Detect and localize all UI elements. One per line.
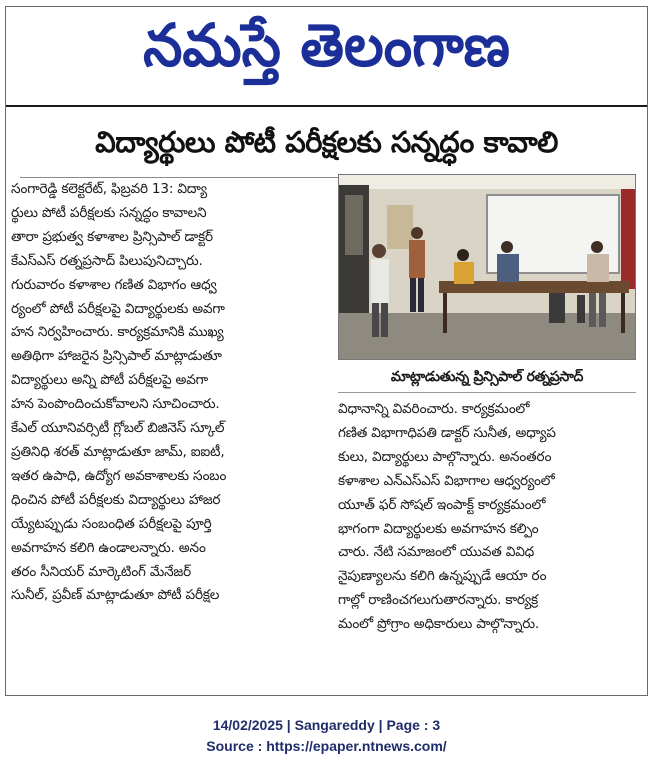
edition-meta: 14/02/2025 | Sangareddy | Page : 3 xyxy=(212,717,441,733)
caption-divider xyxy=(338,392,636,393)
article-line: అవగాహన కలిగి ఉండాలన్నారు. అనం xyxy=(11,539,206,556)
newspaper-logo: నమస్తే తెలంగాణ xyxy=(143,11,510,80)
article-photo xyxy=(338,174,636,360)
article-body-right xyxy=(338,398,634,637)
article-line: య్యేటప్పుడు సంబంధిత పరీక్షలపై పూర్తి xyxy=(11,515,212,532)
source-link[interactable]: Source : https://epaper.ntnews.com/ xyxy=(206,738,447,754)
article-line: నైపుణ్యాలను కలిగి ఉన్నప్పుడే ఆయా రం xyxy=(338,568,547,585)
article-line: కళాశాల ఎన్ఎస్ఎస్ విభాగాల ఆధ్వర్యంలో xyxy=(338,472,555,489)
article-line: ర్థులు పోటీ పరీక్షలకు సన్నద్ధం కావాలని xyxy=(11,204,207,221)
article-line: విద్యార్థులు అన్ని పోటీ పరీక్షలపై అవగా xyxy=(11,372,208,389)
article-line: అతిథిగా హాజరైన ప్రిన్సిపాల్ మాట్లాడుతూ xyxy=(11,348,222,365)
article-line: యూత్ ఫర్ సోషల్ ఇంపాక్ట్ కార్యక్రమంలో xyxy=(338,496,546,513)
article-line: ధించిన పోటీ పరీక్షలకు విద్యార్థులు హాజర xyxy=(11,491,221,508)
article-line: భాగంగా విద్యార్థులకు అవగాహన కల్పిం xyxy=(338,520,539,537)
classroom-photo-illustration xyxy=(339,175,636,360)
article-line: ఇతర ఉపాధి, ఉద్యోగ అవకాశాలకు సంబం xyxy=(11,467,227,484)
article-line: తారా ప్రభుత్వ కళాశాల ప్రిన్సిపాల్ డాక్టర్ xyxy=(11,228,213,245)
article-line: తరం సీనియర్ మార్కెటింగ్ మేనేజర్ xyxy=(11,563,192,580)
article-line: గురువారం కళాశాల గణిత విభాగం ఆధ్వ xyxy=(11,276,217,293)
article-line: కేఎల్ యూనివర్సిటీ గ్లోబల్ బిజినెస్ స్కూల్ xyxy=(11,420,225,437)
article-line: విధానాన్ని వివరించారు. కార్యక్రమంలో xyxy=(338,401,530,417)
article-line: మంలో ప్రోగ్రాం అధికారులు పాల్గొన్నారు. xyxy=(338,616,539,633)
footer xyxy=(0,715,653,757)
masthead xyxy=(6,7,647,99)
article-line: హన నిర్వహించారు. కార్యక్రమానికి ముఖ్య xyxy=(11,324,224,341)
article-line: ర్యంలో పోటీ పరీక్షలపై విద్యార్థులకు అవగా xyxy=(11,300,225,317)
photo-caption: మాట్లాడుతున్న ప్రిన్సిపాల్ రత్నప్రసాద్ xyxy=(390,369,584,385)
article-line: సునీల్, ప్రవీణ్ మాట్లాడుతూ పోటీ పరీక్షల xyxy=(11,587,220,604)
article-line: హన పెంపొందించుకోవాలని సూచించారు. xyxy=(11,396,220,413)
masthead-divider xyxy=(6,105,647,107)
article-line: గాల్లో రాణించగలుగుతారన్నారు. కార్యక్ర xyxy=(338,592,538,609)
article-line: చారు. నేటి సమాజంలో యువత వివిధ xyxy=(338,544,535,561)
article-body-left xyxy=(11,178,325,608)
article-line: కులు, విద్యార్థులు పాల్గొన్నారు. అనంతరం xyxy=(338,448,552,465)
article-line: కేఎస్ఎస్ రత్నప్రసాద్ పిలుపునిచ్చారు. xyxy=(11,252,203,269)
article-headline: విద్యార్థులు పోటీ పరీక్షలకు సన్నద్ధం కావాలి xyxy=(95,125,558,159)
article-line: గణిత విభాగాధిపతి డాక్టర్ సునీత, అధ్యాప xyxy=(338,424,556,441)
article-line: సంగారెడ్డి కలెక్టరేట్, ఫిబ్రవరి 13: విద్యా xyxy=(11,181,207,197)
article-line: ప్రతినిధి శరత్ మాట్లాడుతూ జామ్, ఐఐటీ, xyxy=(11,443,225,460)
